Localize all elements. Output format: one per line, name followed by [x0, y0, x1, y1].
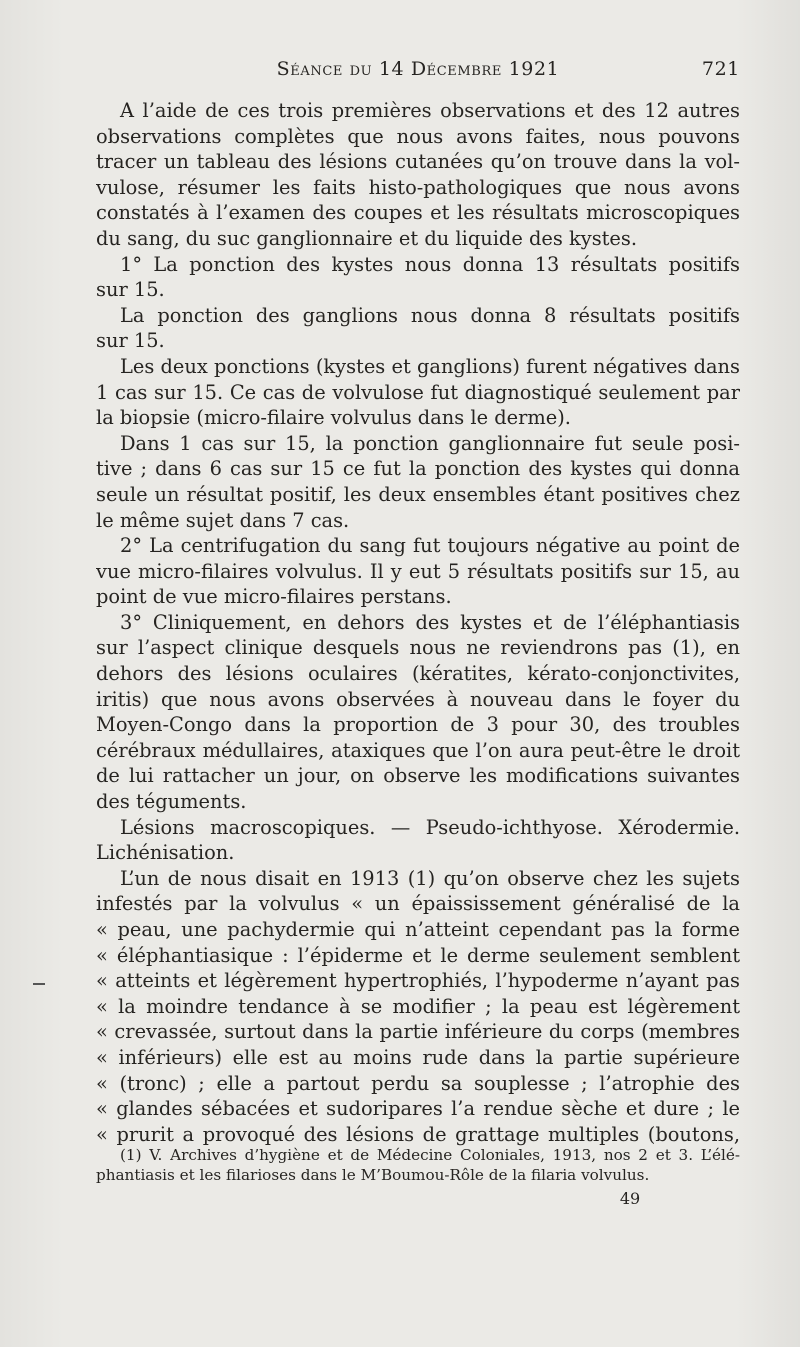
- text-line: tracer un tableau des lésions cutanées qu’on trouve dans la vol-: [96, 150, 740, 174]
- text-line: « prurit a provoqué des lésions de grattage multiples (boutons,: [96, 1122, 740, 1146]
- text-line: Lésions macroscopiques. — Pseudo-ichthyose. Xérodermie.: [120, 815, 740, 839]
- text-line: observations complètes que nous avons faites, nous pouvons: [96, 124, 740, 148]
- text-line: 3° Cliniquement, en dehors des kystes et de l’éléphantiasis: [120, 610, 740, 634]
- body-text: [96, 98, 740, 1147]
- text-line: tive ; dans 6 cas sur 15 ce fut la ponction des kystes qui donna: [96, 457, 740, 481]
- text-line: le même sujet dans 7 cas.: [96, 508, 350, 532]
- text-line: Les deux ponctions (kystes et ganglions) furent négatives dans: [120, 354, 740, 378]
- footnote: [96, 1145, 740, 1185]
- text-line: la biopsie (micro-filaire volvulus dans le derme).: [96, 406, 571, 430]
- text-line: sur 15.: [96, 278, 165, 302]
- margin-mark: [33, 983, 45, 985]
- text-line: « (tronc) ; elle a partout perdu sa souplesse ; l’atrophie des: [96, 1071, 740, 1095]
- text-line: « atteints et légèrement hypertrophiés, l’hypoderme n’ayant pas: [96, 969, 740, 993]
- text-line: A l’aide de ces trois premières observations et des 12 autres: [120, 99, 740, 122]
- text-line: iritis) que nous avons observées à nouveau dans le foyer du: [96, 687, 740, 711]
- text-line: Moyen-Congo dans la proportion de 3 pour 30, des troubles: [96, 713, 740, 737]
- text-line: seule un résultat positif, les deux ensembles étant positives chez: [96, 482, 740, 506]
- text-line: constatés à l’examen des coupes et les résultats microscopiques: [96, 201, 740, 225]
- text-line: La ponction des ganglions nous donna 8 résultats positifs: [120, 303, 740, 327]
- running-title: Séance du 14 Décembre 1921: [276, 58, 560, 80]
- text-line: Lichénisation.: [96, 841, 235, 865]
- text-line: « la moindre tendance à se modifier ; la peau est légèrement: [96, 994, 740, 1018]
- text-line: « peau, une pachydermie qui n’atteint cependant pas la forme: [96, 918, 740, 941]
- text-line: dehors des lésions oculaires (kératites, kérato-conjonctivites,: [96, 662, 740, 686]
- footnote-line: (1) V. Archives d’hygiène et de Médecine Coloniales, 1913, nos 2 et 3. L’élé-: [120, 1146, 740, 1164]
- page-number: 721: [701, 58, 740, 80]
- text-line: infestés par la volvulus « un épaississement généralisé de la: [96, 892, 740, 916]
- text-line: « crevassée, surtout dans la partie inférieure du corps (membres: [96, 1020, 740, 1044]
- text-line: des téguments.: [96, 790, 247, 814]
- text-line: vue micro-filaires volvulus. Il y eut 5 résultats positifs sur 15, au: [96, 559, 740, 583]
- text-line: « éléphantiasique : l’épiderme et le derme seulement semblent: [96, 943, 740, 967]
- text-line: « glandes sébacées et sudoripares l’a rendue sèche et dure ; le: [96, 1097, 740, 1121]
- text-line: du sang, du suc ganglionnaire et du liquide des kystes.: [96, 226, 638, 250]
- text-line: 2° La centrifugation du sang fut toujours négative au point de: [120, 534, 740, 558]
- signature-mark: 49: [619, 1189, 641, 1208]
- text-line: cérébraux médullaires, ataxiques que l’on aura peut-être le droit: [96, 738, 740, 762]
- text-line: de lui rattacher un jour, on observe les modifications suivantes: [96, 764, 740, 788]
- footnote-line: phantiasis et les filarioses dans le M’Boumou-Rôle de la filaria volvulus.: [96, 1166, 650, 1184]
- text-line: point de vue micro-filaires perstans.: [96, 585, 452, 609]
- text-line: L’un de nous disait en 1913 (1) qu’on observe chez les sujets: [120, 866, 740, 890]
- text-line: sur 15.: [96, 329, 165, 353]
- text-line: 1° La ponction des kystes nous donna 13 résultats positifs: [120, 252, 740, 276]
- text-line: sur l’aspect clinique desquels nous ne reviendrons pas (1), en: [96, 636, 740, 660]
- text-line: vulose, résumer les faits histo-pathologiques que nous avons: [96, 175, 740, 199]
- text-line: 1 cas sur 15. Ce cas de volvulose fut diagnostiqué seulement par: [96, 380, 740, 404]
- text-line: Dans 1 cas sur 15, la ponction ganglionnaire fut seule posi-: [120, 431, 740, 455]
- running-head: [96, 58, 740, 84]
- text-line: « inférieurs) elle est au moins rude dans la partie supérieure: [96, 1045, 740, 1069]
